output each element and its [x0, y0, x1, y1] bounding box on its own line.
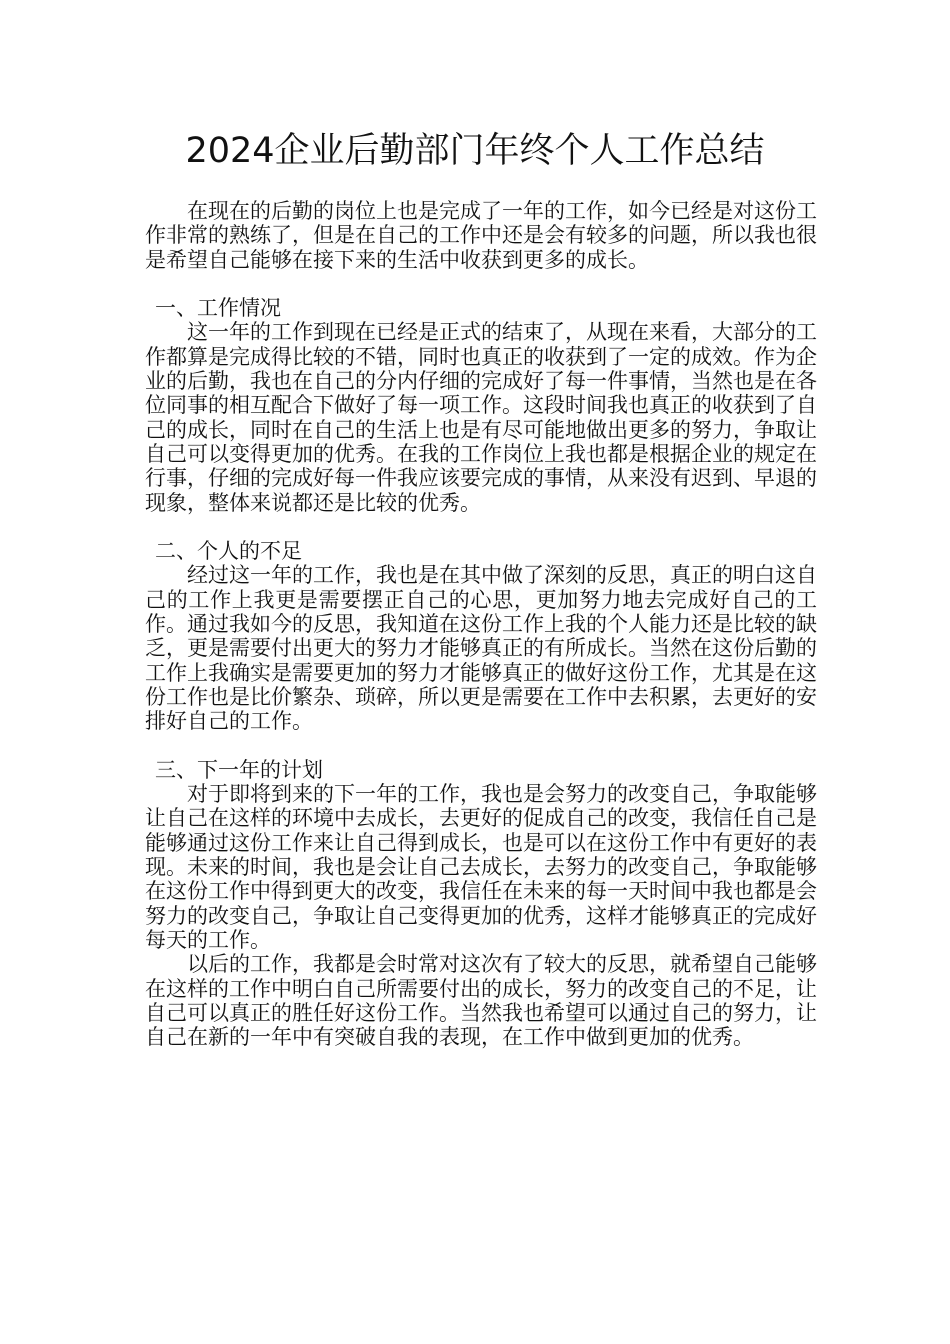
section-paragraph: 以后的工作，我都是会时常对这次有了较大的反思，就希望自己能够在这样的工作中明白自己所需要付出的成长，努力的改变自己的不足，让自己可以真正的胜任好这份工作。当然我也希望可以通过自己的努力，让自己在新的一年中有突破自我的表现，在工作中做到更加的优秀。: [145, 952, 817, 1050]
section-spacer: [145, 734, 817, 758]
document-body: [145, 199, 817, 1049]
section-spacer: [145, 515, 817, 539]
section-paragraph: 这一年的工作到现在已经是正式的结束了，从现在来看，大部分的工作都算是完成得比较的不错，同时也真正的收获到了一定的成效。作为企业的后勤，我也在自己的分内仔细的完成好了每一件事情，当然也是在各位同事的相互配合下做好了每一项工作。这段时间我也真正的收获到了自己的成长，同时在自己的生活上也是有尽可能地做出更多的努力，争取让自己可以变得更加的优秀。在我的工作岗位上我也都是根据企业的规定在行事，仔细的完成好每一件我应该要完成的事情，从来没有迟到、早退的现象，整体来说都还是比较的优秀。: [145, 320, 817, 515]
section-heading: 三、下一年的计划: [155, 757, 323, 782]
section-heading: 二、个人的不足: [155, 539, 302, 564]
section-shortcomings: [145, 539, 817, 733]
section-heading: 一、工作情况: [155, 296, 281, 321]
intro-paragraph: 在现在的后勤的岗位上也是完成了一年的工作，如今已经是对这份工作非常的熟练了，但是在自己的工作中还是会有较多的问题，所以我也很是希望自己能够在接下来的生活中收获到更多的成长。: [145, 199, 817, 272]
section-spacer: [145, 272, 817, 296]
section-paragraph: 经过这一年的工作，我也是在其中做了深刻的反思，真正的明白这自己的工作上我更是需要摆正自己的心思，更加努力地去完成好自己的工作。通过我如今的反思，我知道在这份工作上我的个人能力还是比较的缺乏，更是需要付出更大的努力才能够真正的有所成长。当然在这份后勤的工作上我确实是需要更加的努力才能够真正的做好这份工作，尤其是在这份工作也是比价繁杂、琐碎，所以更是需要在工作中去积累，去更好的安排好自己的工作。: [145, 563, 817, 734]
section-work-status: [145, 296, 817, 515]
section-paragraph: 对于即将到来的下一年的工作，我也是会努力的改变自己，争取能够让自己在这样的环境中去成长，去更好的促成自己的改变，我信任自己是能够通过这份工作来让自己得到成长，也是可以在这份工作中有更好的表现。未来的时间，我也是会让自己去成长，去努力的改变自己，争取能够在这份工作中得到更大的改变，我信任在未来的每一天时间中我也都是会努力的改变自己，争取让自己变得更加的优秀，这样才能够真正的完成好每天的工作。: [145, 782, 817, 952]
document-title: 2024企业后勤部门年终个人工作总结: [185, 131, 765, 171]
section-next-year-plan: [145, 758, 817, 1050]
